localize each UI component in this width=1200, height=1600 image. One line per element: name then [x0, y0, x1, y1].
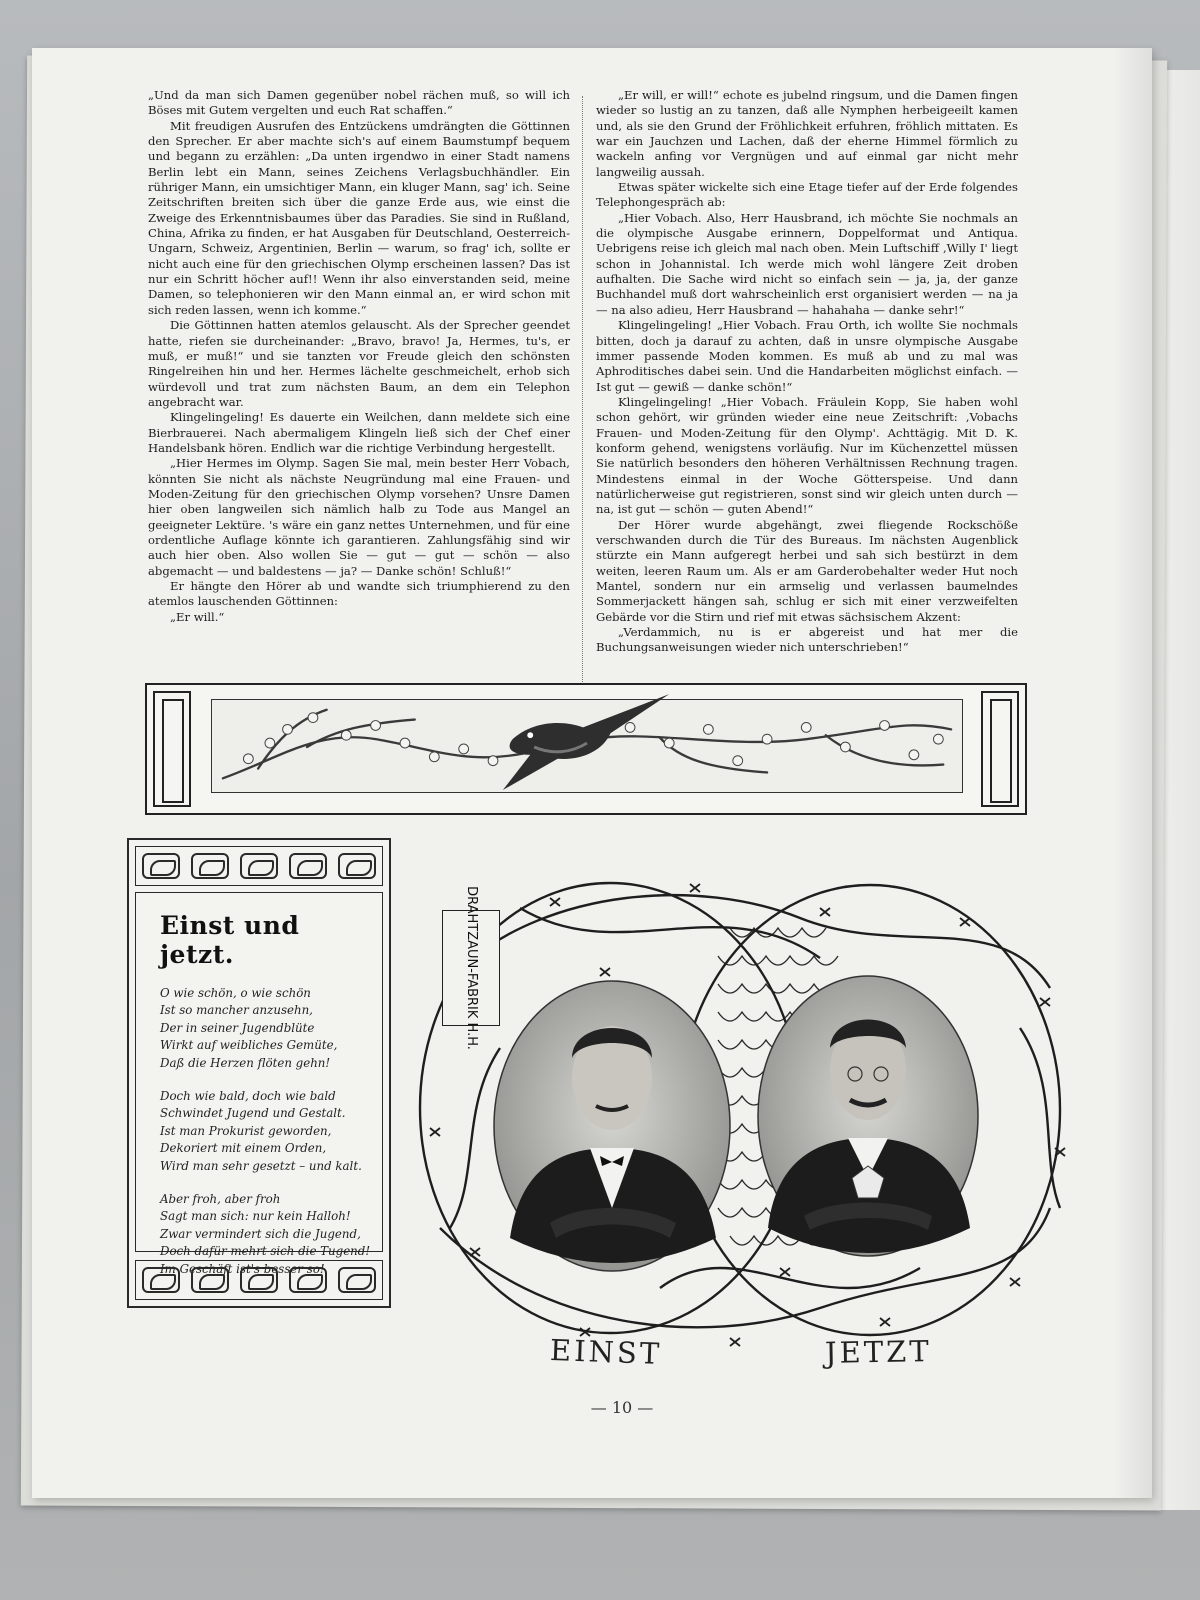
caption-einst: EINST [549, 1333, 663, 1371]
caption-jetzt: JETZT [824, 1334, 932, 1370]
ornament-border [135, 846, 383, 886]
ornament-cell [191, 1267, 229, 1293]
paragraph: Klingelingeling! „Hier Vobach. Frau Orth, ich wollte Sie nochmals bitten, doch ja darauf zu achten, daß in unsre olympische Ausgabe immer passende Moden kommen. Es muß ab und zu mal was Aphroditisches dabei sein. Und die Handarbeiten möglichst einfach. — Ist gut — gewiß — danke schön!“ [596, 318, 1018, 394]
banner-side-panel [981, 691, 1019, 807]
paragraph: „Hier Vobach. Also, Herr Hausbrand, ich möchte Sie nochmals an die olympische Ausgabe erinnern, Doppelformat und Antiqua. Uebrigens reise ich gleich mal nach oben. Mein Luftschiff ‚Willy I' liegt schon in Johannistal. Ich werde mich wohl längere Zeit droben aufhalten. Die Sache wird nicht so einfach sein — ja, ja, der ganze Buchhandel muß dort wahrscheinlich erst organisiert werden — na ja — na also adieu, Herr Hausbrand — hahahaha — danke sehr!“ [596, 210, 1018, 317]
ornament-cell [289, 1267, 327, 1293]
poem-line: Wird man sehr gesetzt – und kalt. [160, 1158, 362, 1173]
paragraph: Etwas später wickelte sich eine Etage tiefer auf der Erde folgendes Telephongespräch ab: [596, 180, 1018, 210]
paragraph: Klingelingeling! Es dauerte ein Weilchen, dann meldete sich eine Bierbrauerei. Nach abermaligem Klingeln ließ sich der Chef einer Handelsbank hören. Endlich war die richtige Verbindung hergestellt. [148, 410, 570, 455]
ornament-cell [338, 1267, 376, 1293]
poem-box [127, 838, 391, 1308]
swallow-blossom-illustration [211, 699, 963, 793]
paragraph: „Er will.“ [170, 609, 225, 624]
poem-line: Doch wie bald, doch wie bald [160, 1089, 336, 1104]
barbed-wire-portrait-illustration [400, 848, 1070, 1378]
poem-line: Im Geschäft ist's besser so! [160, 1261, 325, 1276]
poem-line: Sagt man sich: nur kein Halloh! [160, 1209, 351, 1224]
paragraph: „Hier Hermes im Olymp. Sagen Sie mal, mein bester Herr Vobach, könnten Sie nicht als nächste Neugründung mal eine Frauen- und Moden-Zeitung für den griechischen Olymp vorsehen? Unsre Damen hier oben langweilen sich nämlich halb zu Tode aus Mangel an geeigneter Lektüre. 's wäre ein ganz nettes Unternehmen, und für eine ordentliche Auflage könnte ich garantieren. Zahlungsfähig sind wir auch hier oben. Also wollen Sie — gut — gut — schön — also abgemacht — und baldestens — ja? — Danke schön! Schluß!“ [148, 456, 570, 578]
poem-line: Dekoriert mit einem Orden, [160, 1141, 327, 1156]
decorative-banner [145, 683, 1027, 815]
article-left-column [148, 88, 570, 625]
poem-line: Wirkt auf weibliches Gemüte, [160, 1038, 338, 1053]
paragraph: „Und da man sich Damen gegenüber nobel rächen muß, so will ich Böses mit Gutem vergelten und euch Rat schaffen.“ [148, 88, 570, 118]
poem-title: Einst und jetzt. [160, 911, 300, 969]
poem-line: Zwar vermindert sich die Jugend, [160, 1226, 361, 1241]
poem-line: Daß die Herzen flöten gehn! [160, 1055, 331, 1070]
paragraph: Klingelingeling! „Hier Vobach. Fräulein Kopp, Sie haben wohl schon gehört, wir gründen wieder eine neue Zeitschrift: ‚Vobachs Frauen- und Moden-Zeitung für den Olymp'. Achttägig. Mit D. K. konform gehend, wenigstens vorläufig. Nur im Küchenzettel müssen Sie natürlich besonders den höheren Verhältnissen Rechnung tragen. Mindestens einmal in der Woche Götterspeise. Und dann natürlicherweise gut registrieren, sonst sind wir gleich unten durch — na, ist gut — schön — guten Abend!“ [596, 394, 1018, 517]
poem-line: Ist man Prokurist geworden, [160, 1123, 332, 1138]
paragraph: „Verdammich, nu is er abgereist und hat mer die Buchungsanweisungen wieder nich unterschrieben!“ [596, 625, 1018, 655]
sign-text: DRAHTZAUN-FABRIK H.H. [464, 886, 479, 1050]
poem-line: Schwindet Jugend und Gestalt. [160, 1106, 346, 1121]
poem-line: O wie schön, o wie schön [160, 986, 311, 1000]
paragraph: „Er will, er will!“ echote es jubelnd ringsum, und die Damen fingen wieder so lustig an zu tanzen, daß alle Nymphen herbeigeeilt kamen und, als sie den Grund der Fröhlichkeit erfuhren, fröhlich mittaten. Es war ein Jauchzen und Lachen, daß der eherne Himmel förmlich zu wackeln anfing vor Vergnügen und auf einmal gar nicht mehr langweilig aussah. [596, 88, 1018, 179]
ornament-cell [142, 853, 180, 879]
wire-factory-sign [442, 886, 500, 1050]
poem-line: Doch dafür mehrt sich die Tugend! [160, 1244, 371, 1259]
column-divider [582, 96, 583, 716]
article-right-column [596, 88, 1018, 656]
poem-body [135, 892, 383, 1276]
banner-side-panel [153, 691, 191, 807]
ornament-cell [240, 1267, 278, 1293]
paragraph: Die Göttinnen hatten atemlos gelauscht. Als der Sprecher geendet hatte, riefen sie durcheinander: „Bravo, bravo! Ja, Hermes, tu's, er muß, er muß!“ und sie tanzten vor Freude gleich den schönsten Ringelreihen hin und her. Hermes lächelte geschmeichelt, erhob sich würdevoll und trat zum nächsten Baum, an dem ein Telephon angebracht war. [148, 318, 570, 409]
page-number: — 10 — [590, 1398, 654, 1417]
ornament-border [135, 1260, 383, 1300]
ornament-cell [240, 853, 278, 879]
poem-line: Der in seiner Jugendblüte [160, 1020, 315, 1035]
ornament-cell [289, 853, 327, 879]
poem-stanza [160, 985, 360, 1072]
paragraph: Der Hörer wurde abgehängt, zwei fliegende Rockschöße verschwanden durch die Tür des Bureaus. Im nächsten Augenblick stürzte ein Mann aufgeregt herbei und sah sich bestürzt in dem weiten, leeren Raum um. Als er am Garderobehalter weder Hut noch Mantel, sondern nur ein armselig und verlassen baumelndes Sommerjackett hängen sah, schlug er sich mit einer verzweifelten Gebärde vor die Stirn und rief mit etwas sächsischem Akzent: [596, 517, 1018, 624]
paragraph: Mit freudigen Ausrufen des Entzückens umdrängten die Göttinnen den Sprecher. Er aber machte sich's auf einem Baumstumpf bequem und begann zu erzählen: „Da unten irgendwo in einer Stadt namens Berlin lebt ein Mann, seines Zeichens Verlagsbuchhändler. Ein rühriger Mann, ein umsichtiger Mann, ein kluger Mann, sag' ich. Seine Zeitschriften breiten sich über die ganze Erde aus, wie einst die Zweige des Erkenntnisbaumes über das Paradies. Sie sind in Rußland, China, Afrika zu finden, er hat Ausgaben für Deutschland, Oesterreich-Ungarn, Schweiz, Argentinien, Berlin — warum, so frag' ich, sollte er nicht auch eine für den griechischen Olymp erscheinen lassen? Das ist nur ein Schritt höcher auf!! Wenn ihr also einverstanden seid, meine Damen, so telephonieren wir den Mann einmal an, er wird schon mit sich reden lassen, wenn ich komme.“ [148, 118, 570, 317]
ornament-cell [338, 853, 376, 879]
poem-line: Aber froh, aber froh [160, 1192, 281, 1207]
poem-stanza [160, 1088, 360, 1175]
ornament-cell [191, 853, 229, 879]
ornament-cell [142, 1267, 180, 1293]
paragraph: Er hängte den Hörer ab und wandte sich triumphierend zu den atemlos lauschenden Göttinnen: [148, 579, 570, 609]
poem-line: Ist so mancher anzusehn, [160, 1003, 313, 1018]
